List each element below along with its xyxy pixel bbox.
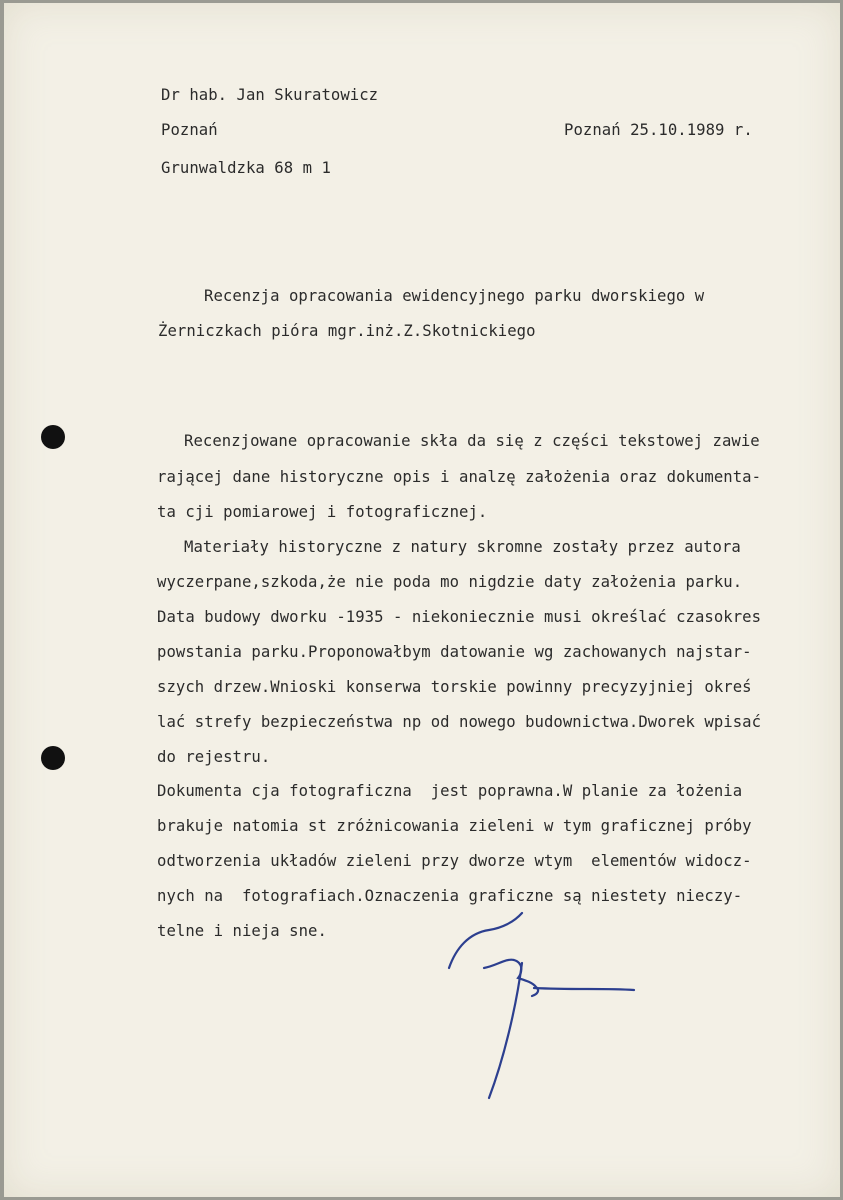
body-line: rającej dane historyczne opis i analzę założenia oraz dokumenta- — [157, 468, 762, 486]
body-line: Dokumenta cja fotograficzna jest poprawna.W planie za łożenia — [157, 782, 743, 800]
sender-address: Grunwaldzka 68 m 1 — [161, 159, 331, 177]
punch-hole-top — [41, 425, 65, 449]
body-line: brakuje natomia st zróżnicowania zieleni w tym graficznej próby — [157, 817, 752, 835]
body-line: szych drzew.Wnioski konserwa torskie powinny precyzyjniej okreś — [157, 678, 752, 696]
subject-line-2: Żerniczkach pióra mgr.inż.Z.Skotnickiego — [158, 322, 536, 340]
subject-line-1: Recenzja opracowania ewidencyjnego parku dworskiego w — [204, 287, 705, 305]
body-line: odtworzenia układów zieleni przy dworze wtym elementów widocz- — [157, 852, 752, 870]
place-date: Poznań 25.10.1989 r. — [564, 121, 753, 139]
body-line: wyczerpane,szkoda,że nie poda mo nigdzie daty założenia parku. — [157, 573, 743, 591]
sender-city: Poznań — [161, 121, 218, 139]
body-line: telne i nieja sne. — [157, 922, 327, 940]
body-line: nych na fotografiach.Oznaczenia graficzne są niestety nieczy- — [157, 887, 743, 905]
body-line: powstania parku.Proponowałbym datowanie wg zachowanych najstar- — [157, 643, 752, 661]
body-line: do rejestru. — [157, 748, 271, 766]
body-line: lać strefy bezpieczeństwa np od nowego budownictwa.Dworek wpisać — [157, 713, 762, 731]
handwritten-signature — [444, 908, 654, 1108]
body-line: Data budowy dworku -1935 - niekoniecznie musi określać czasokres — [157, 608, 762, 626]
sender-name: Dr hab. Jan Skuratowicz — [161, 86, 379, 104]
body-line: Materiały historyczne z natury skromne zostały przez autora — [184, 538, 741, 556]
document-page — [4, 3, 840, 1197]
punch-hole-bottom — [41, 746, 65, 770]
body-line: ta cji pomiarowej i fotograficznej. — [157, 503, 488, 521]
body-line: Recenzjowane opracowanie skła da się z części tekstowej zawie — [184, 432, 760, 450]
